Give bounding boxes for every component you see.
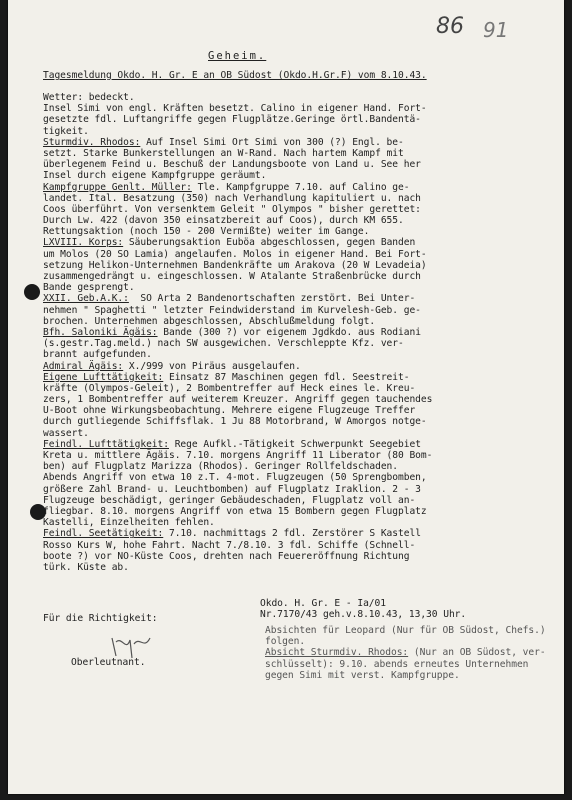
text-line	[43, 450, 432, 461]
text-line	[43, 204, 432, 215]
text-line	[43, 293, 432, 304]
text-line	[265, 659, 546, 670]
line-text: wassert.	[43, 427, 89, 439]
text-line	[43, 551, 432, 562]
certification-label: Für die Richtigkeit:	[43, 613, 158, 624]
section-label: Bfh. Saloniki Ägäis:	[43, 326, 158, 338]
text-line	[43, 126, 432, 137]
line-text: Bande gesprengt.	[43, 282, 135, 294]
line-text: zers, 1 Bombentreffer auf weiterem Kreuzer. Angriff gegen tauchendes	[43, 394, 433, 406]
line-text: ben) auf Flugplatz Marizza (Rhodos). Geringer Rollfeldschaden.	[43, 461, 399, 473]
text-line	[43, 193, 432, 204]
text-line	[43, 215, 432, 226]
text-line	[43, 484, 432, 495]
text-line	[43, 282, 432, 293]
section-label: Absicht Sturmdiv. Rhodos:	[265, 647, 409, 659]
text-line	[43, 439, 432, 450]
line-text: durch gutliegende Schiffsflak. 1 Ju 88 Motorbrand, W Amorgos notge-	[43, 416, 427, 428]
text-line	[265, 636, 546, 647]
section-label: Feindl. Seetätigkeit:	[43, 528, 164, 540]
signature-block	[260, 598, 466, 620]
text-line	[43, 562, 432, 573]
document-page	[8, 0, 564, 794]
line-text: Insel durch eigene Kampfgruppe geräumt.	[43, 170, 267, 182]
signature-line: Nr.7170/43 geh.v.8.10.43, 13,30 Uhr.	[260, 609, 467, 621]
line-text: brannt aufgefunden.	[43, 349, 152, 361]
text-line	[43, 316, 432, 327]
text-line	[43, 461, 432, 472]
line-text: kräfte (Olympos-Geleit), 2 Bombentreffer auf Heck eines le. Kreu-	[43, 382, 416, 394]
text-line	[265, 670, 546, 681]
text-line	[43, 416, 432, 427]
section-label: Admiral Ägäis:	[43, 360, 124, 372]
text-line	[43, 226, 432, 237]
line-text: Kreta u. mittlere Ägäis. 7.10. morgens Angriff 11 Liberator (80 Bom-	[43, 450, 433, 461]
handwritten-mark: 91	[483, 18, 509, 42]
line-text: Tle. Kampfgruppe 7.10. auf Calino ge-	[191, 181, 410, 193]
text-line	[43, 114, 432, 125]
line-text: Rege Aufkl.-Tätigkeit Schwerpunkt Seegebiet	[168, 438, 421, 450]
text-line	[43, 394, 432, 405]
line-text: Insel Simi von engl. Kräften besetzt. Calino in eigener Hand. Fort-	[43, 103, 427, 115]
document-title: Geheim.	[208, 50, 267, 62]
text-line	[43, 472, 432, 483]
line-text: Wetter: bedeckt.	[43, 92, 135, 103]
section-label: XXII. Geb.A.K.:	[43, 293, 129, 305]
line-text: setzung Helikon-Unternehmen Bandenkräfte um Arakova (20 W Levadeia)	[43, 259, 427, 271]
line-text: gesetzte fdl. Luftangriffe gegen Flugplätze.Geringe örtl.Bandentä-	[43, 114, 421, 126]
line-text: (s.gestr.Tag.meld.) nach SW ausgewichen. Verschleppte Kfz. ver-	[43, 338, 404, 350]
line-text: Absichten für Leopard (Nur für OB Südost, Chefs.)	[265, 625, 546, 636]
text-line	[43, 327, 432, 338]
text-line	[43, 372, 432, 383]
text-line	[43, 260, 432, 271]
text-line	[43, 182, 432, 193]
text-line	[43, 349, 432, 360]
line-text: Rettungsaktion (noch 150 - 200 Vermißte) weiter im Gange.	[43, 226, 370, 238]
line-text: Abends Angriff von etwa 10 z.T. 4-mot. Flugzeugen (50 Sprengbomben,	[43, 472, 427, 484]
report-header: Tagesmeldung Okdo. H. Gr. E an OB Südost (Okdo.H.Gr.F) vom 8.10.43.	[43, 70, 427, 81]
text-line	[43, 405, 432, 416]
text-line	[43, 271, 432, 282]
line-text: um Molos (20 SO Lamia) angelaufen. Molos in eigener Hand. Bei Fort-	[43, 248, 427, 260]
line-text: Kastelli, Einzelheiten fehlen.	[43, 517, 215, 529]
line-text: überlegenem Feind u. Beschuß der Landungsboote von Land u. See her	[43, 159, 421, 171]
line-text: folgen.	[265, 636, 306, 648]
section-label: Kampfgruppe Genlt. Müller:	[43, 181, 192, 193]
line-text: boote ?) vor NO-Küste Coos, drehten nach Feuereröffnung Richtung	[43, 550, 410, 562]
text-line	[43, 528, 432, 539]
text-line	[43, 517, 432, 528]
text-line	[265, 625, 546, 636]
additional-notes	[265, 625, 546, 681]
text-line	[43, 338, 432, 349]
text-line	[265, 647, 546, 658]
line-text: (Nur an OB Südost, ver-	[408, 647, 546, 659]
line-text: schlüsselt): 9.10. abends erneutes Unternehmen	[265, 658, 529, 670]
line-text: Rosso Kurs W, hohe Fahrt. Nacht 7./8.10. 3 fdl. Schiffe (Schnell-	[43, 539, 416, 551]
line-text: Einsatz 87 Maschinen gegen fdl. Seestreit-	[163, 371, 410, 383]
text-line	[43, 159, 432, 170]
section-label: Sturmdiv. Rhodos:	[43, 136, 141, 148]
report-body	[43, 92, 432, 573]
line-text: SO Arta 2 Bandenortschaften zerstört. Bei Unter-	[128, 293, 416, 305]
line-text: tigkeit.	[43, 125, 89, 137]
text-line	[43, 383, 432, 394]
text-line	[43, 305, 432, 316]
line-text: größere Zahl Brand- u. Leuchtbomben) auf Flugplatz Iraklion. 2 - 3	[43, 483, 421, 495]
section-label: LXVIII. Korps:	[43, 237, 124, 249]
line-text: 7.10. nachmittags 2 fdl. Zerstörer S Kastell	[163, 528, 421, 540]
text-line	[43, 428, 432, 439]
signature-line: Okdo. H. Gr. E - Ia/01	[260, 598, 386, 609]
text-line	[43, 148, 432, 159]
section-label: Eigene Lufttätigkeit:	[43, 371, 164, 383]
line-text: gegen Simi mit verst. Kampfgruppe.	[265, 669, 460, 681]
text-line	[43, 170, 432, 181]
text-line	[43, 540, 432, 551]
line-text: fliegbar. 8.10. morgens Angriff von etwa 15 Bombern gegen Flugplatz	[43, 505, 427, 517]
text-line	[43, 137, 432, 148]
line-text: U-Boot ohne Wirkungsbeobachtung. Mehrere eigene Flugzeuge Treffer	[43, 405, 416, 417]
text-line	[43, 361, 432, 372]
punch-hole	[24, 284, 40, 300]
section-label: Feindl. Lufttätigkeit:	[43, 438, 169, 450]
line-text: Durch Lw. 422 (davon 350 einsatzbereit auf Coos), durch KM 655.	[43, 215, 404, 227]
line-text: türk. Küste ab.	[43, 561, 129, 573]
line-text: Bande (300 ?) vor eigenem Jgdkdo. aus Rodiani	[157, 326, 421, 338]
handwritten-page-number: 86	[436, 14, 464, 39]
line-text: Flugzeuge beschädigt, geringer Gebäudeschaden, Flugplatz voll an-	[43, 494, 416, 506]
line-text: landet. Ital. Besatzung (350) nach Verhandlung kapituliert u. nach	[43, 192, 421, 204]
text-line	[43, 495, 432, 506]
line-text: zusammengedrängt u. eingeschlossen. W Atalante Straßenbrücke durch	[43, 271, 421, 282]
line-text: X./999 von Piräus ausgelaufen.	[123, 360, 301, 372]
text-line	[43, 237, 432, 248]
line-text: setzt. Starke Bunkerstellungen an W-Rand. Nach hartem Kampf mit	[43, 147, 404, 159]
line-text: Coos überführt. Von versenktem Geleit " Olympos " bisher gerettet:	[43, 203, 421, 215]
text-line	[43, 103, 432, 114]
text-line	[43, 249, 432, 260]
line-text: brochen. Unternehmen abgeschlossen, Abschlußmeldung folgt.	[43, 315, 376, 327]
line-text: Säuberungsaktion Euböa abgeschlossen, gegen Banden	[123, 237, 416, 249]
text-line	[43, 92, 432, 103]
rank-label: Oberleutnant.	[71, 657, 146, 668]
text-line	[43, 506, 432, 517]
line-text: nehmen " Spaghetti " letzter Feindwiderstand im Kurvelesh-Geb. ge-	[43, 304, 421, 316]
line-text: Auf Insel Simi Ort Simi von 300 (?) Engl. be-	[140, 136, 404, 148]
